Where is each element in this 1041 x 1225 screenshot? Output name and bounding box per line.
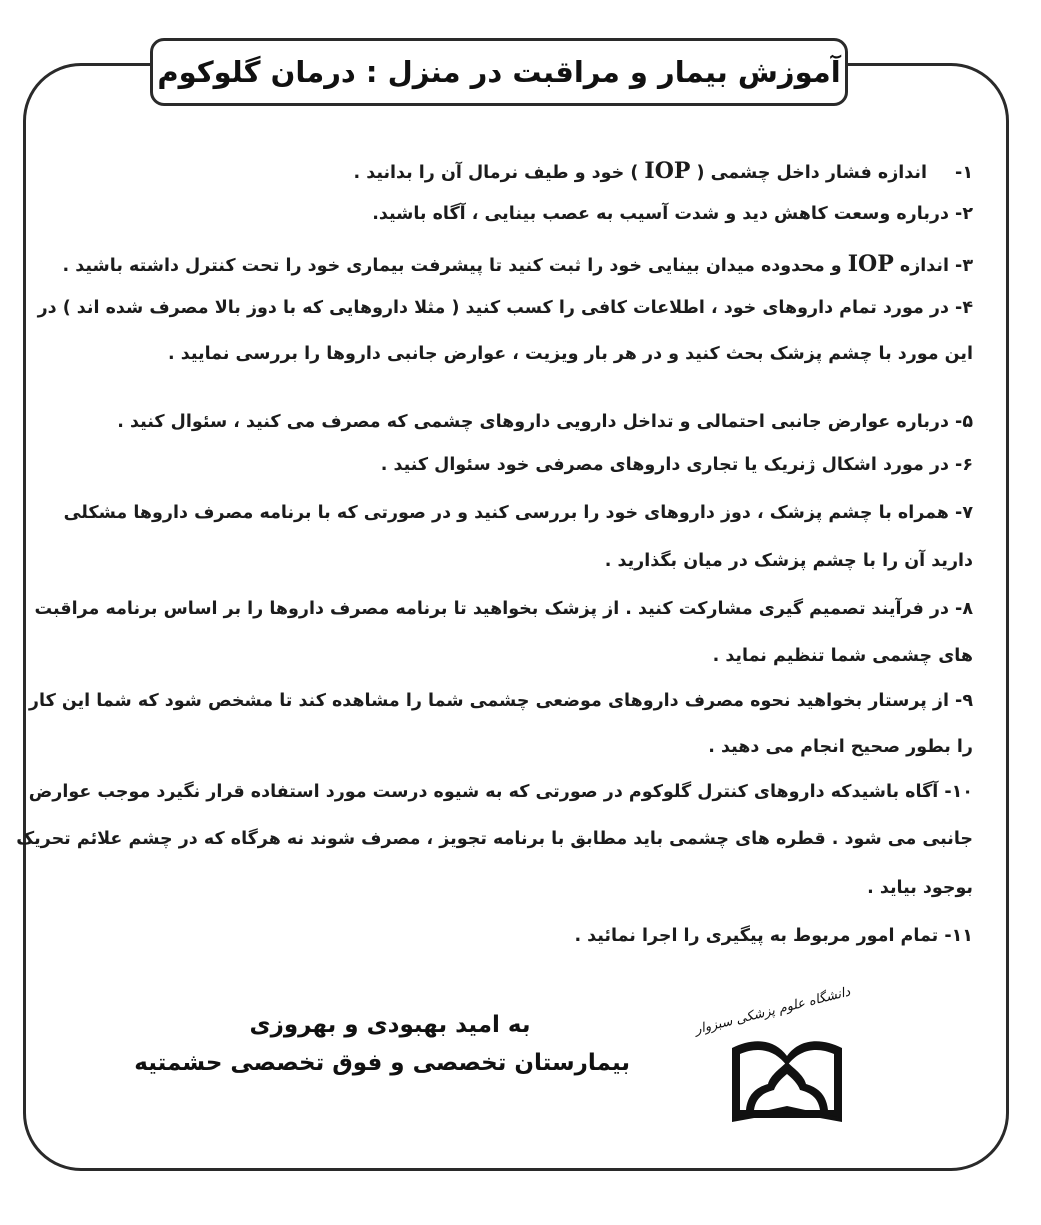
university-logo [693,984,852,1125]
item-text: اندازه [899,256,949,276]
open-book-icon [722,990,852,1125]
list-item-4 [37,298,973,318]
item-text: در مورد تمام داروهای خود ، اطلاعات کافی را کسب کنید ( مثلا داروهایی که با دوز بالا مصرف شده اند ) در [37,298,949,318]
list-item-6 [381,455,973,475]
list-item-4-continued [168,344,973,364]
item-text: اندازه فشار داخل چشمی ( [696,163,927,183]
item-text: همراه با چشم پزشک ، دوز داروهای خود را بررسی کنید و در صورتی که با برنامه مصرف داروها مشکلی [63,503,949,523]
item-number: ۷- [955,503,973,523]
item-text: جانبی می شود . قطره های چشمی باید مطابق با برنامه تجویز ، مصرف شوند نه هرگاه که در چشم علائم تحریک [16,829,973,849]
item-text: آگاه باشیدکه داروهای کنترل گلوکوم در صورتی که به شیوه درست مورد استفاده قرار نگیرد موجب عوارض [28,782,939,802]
item-number: ۱- [955,163,973,183]
item-number: ۳- [955,256,973,276]
item-number: ۶- [955,455,973,475]
item-number: ۸- [955,599,973,619]
item-text: این مورد با چشم پزشک بحث کنید و در هر بار ویزیت ، عوارض جانبی داروها را بررسی نمایید . [168,344,973,364]
item-number: ۵- [955,412,973,432]
item-text-latin: IOP [847,251,894,277]
item-text: دارید آن را با چشم پزشک در میان بگذارید . [604,551,973,571]
list-item-10 [28,782,973,802]
list-item-8-continued [713,646,973,666]
item-number: ۴- [955,298,973,318]
list-item-1 [353,158,973,184]
item-text: ) خود و طیف نرمال آن را بدانید . [353,163,639,183]
item-text: و محدوده میدان بینایی خود را ثبت کنید تا پیشرفت بیماری خود را تحت کنترل داشته باشید . [62,256,842,276]
logo-text: دانشگاه علوم پزشکی سبزوار [693,984,852,1038]
item-number: ۱۰- [944,782,973,802]
list-item-11 [574,926,973,946]
footer-wish: به امید بهبودی و بهروزی [249,1012,531,1038]
item-number: ۹- [955,691,973,711]
item-text: درباره عوارض جانبی احتمالی و تداخل دارویی داروهای چشمی که مصرف می کنید ، سئوال کنید . [117,412,949,432]
list-item-10-continued [16,829,973,849]
item-text: بوجود بیاید . [867,878,973,898]
list-item-7 [63,503,973,523]
list-item-8 [34,599,973,619]
item-text: در فرآیند تصمیم گیری مشارکت کنید . از پزشک بخواهید تا برنامه مصرف داروها را بر اساس برنامه مراقبت [34,599,949,619]
item-text: در مورد اشکال ژنریک یا تجاری داروهای مصرفی خود سئوال کنید . [380,455,949,475]
list-item-10-continued [867,878,973,898]
list-item-7-continued [605,551,973,571]
item-text: از پرستار بخواهید نحوه مصرف داروهای موضعی چشمی شما را مشاهده کند تا مشخص شود که شما این کار [28,691,949,711]
item-text-latin: IOP [644,158,691,184]
footer-hospital-name: بیمارستان تخصصی و فوق تخصصی حشمتیه [134,1050,630,1076]
item-number: ۲- [955,204,973,224]
item-text: های چشمی شما تنظیم نماید . [712,646,973,666]
list-item-9-continued [708,737,973,757]
list-item-9 [28,691,973,711]
item-text: را بطور صحیح انجام می دهید . [708,737,973,757]
list-item-5 [117,412,973,432]
item-text: تمام امور مربوط به پیگیری را اجرا نمائید . [574,926,939,946]
list-item-3 [63,251,973,277]
item-number: ۱۱- [944,926,973,946]
list-item-2 [372,204,973,224]
title-box [150,38,848,106]
page-title: آموزش بیمار و مراقبت در منزل : درمان گلوکوم [157,55,841,89]
item-text: درباره وسعت کاهش دید و شدت آسیب به عصب بینایی ، آگاه باشید. [372,204,949,224]
